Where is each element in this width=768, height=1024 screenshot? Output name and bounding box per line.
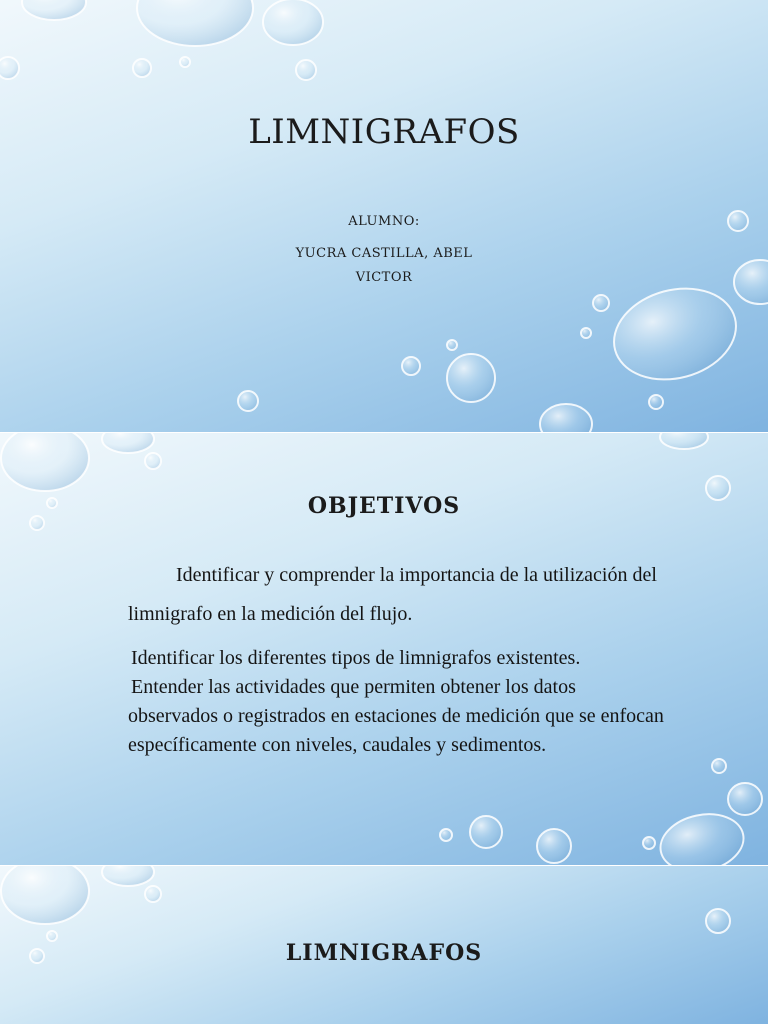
slide-limnigrafos [0, 866, 768, 1024]
water-drop-icon [706, 909, 730, 933]
objective-2: Identificar los diferentes tipos de limnigrafos existentes. [131, 647, 581, 669]
water-drop-icon [238, 391, 258, 411]
objectives-heading: OBJETIVOS [307, 493, 461, 519]
water-drop-icon [1, 433, 89, 491]
slide-title [0, 0, 768, 432]
water-drop-icon [133, 59, 151, 77]
water-drop-icon [593, 295, 609, 311]
water-drop-icon [540, 404, 592, 432]
water-drop-icon [440, 829, 452, 841]
water-drop-icon [1, 866, 89, 924]
water-drop-icon [145, 453, 161, 469]
water-drop-icon [263, 0, 323, 45]
water-drop-icon [604, 275, 747, 392]
objective-1-line-1: Identificar y comprender la importancia de la utilización del [176, 564, 657, 586]
water-drop-icon [296, 60, 316, 80]
water-drop-icon [447, 354, 495, 402]
water-drop-icon [581, 328, 591, 338]
water-drop-icon [145, 886, 161, 902]
water-drop-icon [102, 433, 154, 453]
objective-3-line-2: observados o registrados en estaciones de medición que se enfocan [128, 705, 664, 727]
water-drop-icon [402, 357, 420, 375]
water-drop-icon [0, 57, 19, 79]
objective-1-line-2: limnigrafo en la medición del flujo. [128, 603, 413, 625]
water-drop-icon [22, 0, 86, 20]
objective-3-line-3: específicamente con niveles, caudales y sedimentos. [128, 734, 547, 756]
presentation-title: LIMNIGRAFOS [248, 112, 520, 152]
water-drop-icon [447, 340, 457, 350]
water-drop-icon [655, 807, 749, 865]
student-name-line-2: VICTOR [355, 270, 413, 285]
limnigrafos-heading: LIMNIGRAFOS [285, 940, 483, 966]
water-drop-icon [537, 829, 571, 863]
water-drop-icon [102, 866, 154, 886]
water-drop-icon [180, 57, 190, 67]
water-drop-icon [660, 433, 708, 449]
student-label: ALUMNO: [348, 214, 420, 229]
water-drop-icon [649, 395, 663, 409]
water-drop-icon [728, 783, 762, 815]
slide-objectives [0, 433, 768, 865]
water-drop-icon [137, 0, 253, 46]
student-name-line-1: YUCRA CASTILLA, ABEL [295, 246, 473, 261]
water-drop-icon [712, 759, 726, 773]
objective-3-line-1: Entender las actividades que permiten obtener los datos [131, 676, 576, 698]
water-drop-icon [643, 837, 655, 849]
water-drop-icon [470, 816, 502, 848]
